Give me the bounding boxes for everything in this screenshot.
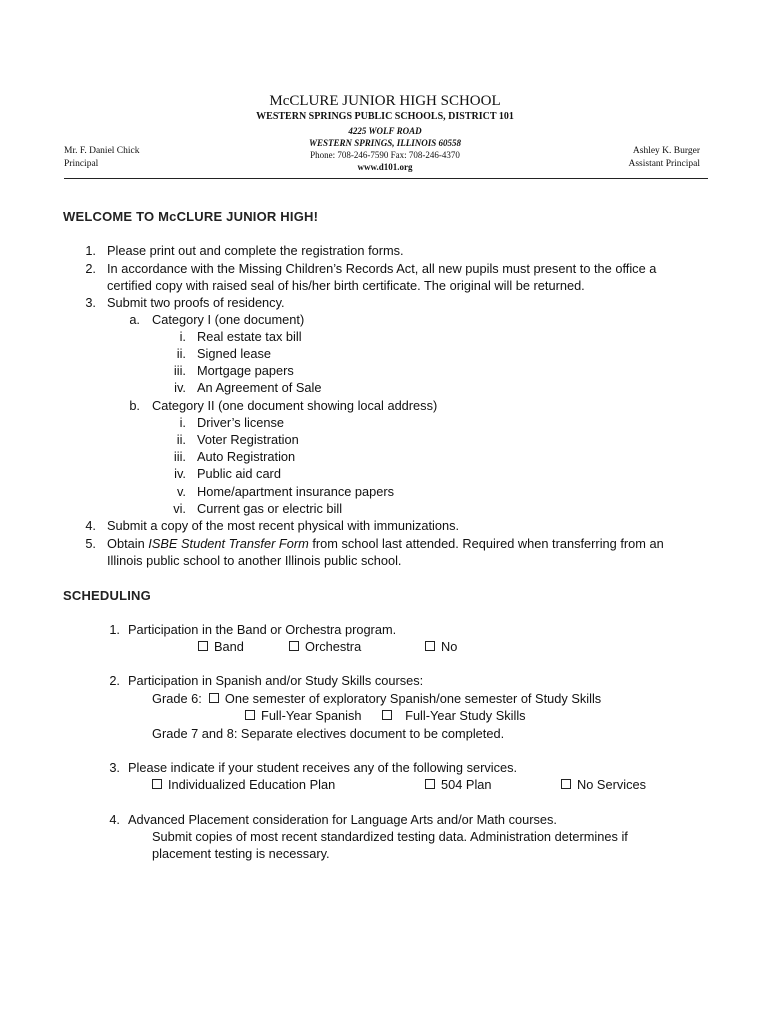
welcome-item-5-post: from school last attended. Required when transferring from an bbox=[308, 536, 664, 551]
category-a-item: Signed lease bbox=[197, 346, 271, 361]
category-a-item: An Agreement of Sale bbox=[197, 380, 322, 395]
iep-checkbox[interactable] bbox=[152, 779, 162, 789]
welcome-item-4-num: 4. bbox=[85, 518, 96, 533]
principal-block bbox=[64, 145, 140, 171]
category-b-item-num: v. bbox=[176, 484, 186, 499]
full-year-spanish-label: Full-Year Spanish bbox=[261, 708, 362, 723]
assistant-principal-block bbox=[628, 145, 700, 171]
band-checkbox[interactable] bbox=[198, 641, 208, 651]
full-year-spanish-option[interactable] bbox=[245, 708, 362, 723]
category-a-item: Real estate tax bill bbox=[197, 329, 302, 344]
full-year-study-checkbox[interactable] bbox=[382, 710, 392, 720]
grade78-note: Grade 7 and 8: Separate electives document to be completed. bbox=[152, 726, 505, 741]
welcome-item-5-num: 5. bbox=[85, 536, 96, 551]
category-b-item: Auto Registration bbox=[197, 449, 296, 464]
exploratory-label: One semester of exploratory Spanish/one semester of Study Skills bbox=[224, 691, 602, 706]
category-b-item: Public aid card bbox=[197, 466, 281, 481]
orchestra-label: Orchestra bbox=[305, 639, 362, 654]
assistant-principal-name: Ashley K. Burger bbox=[632, 146, 700, 156]
iep-option[interactable] bbox=[152, 777, 335, 792]
scheduling-heading: SCHEDULING bbox=[63, 588, 151, 603]
band-option[interactable] bbox=[198, 639, 244, 654]
welcome-item-5 bbox=[107, 536, 664, 551]
category-a-label: Category I (one document) bbox=[152, 312, 305, 327]
full-year-spanish-checkbox[interactable] bbox=[245, 710, 255, 720]
exploratory-checkbox[interactable] bbox=[209, 693, 219, 703]
website: www.d101.org bbox=[357, 162, 413, 172]
full-year-study-label: Full-Year Study Skills bbox=[405, 708, 526, 723]
sched-q2-text: Participation in Spanish and/or Study Skills courses: bbox=[128, 673, 424, 688]
no-music-label: No bbox=[441, 639, 458, 654]
welcome-item-4: Submit a copy of the most recent physical with immunizations. bbox=[107, 518, 460, 533]
principal-name: Mr. F. Daniel Chick bbox=[64, 146, 140, 156]
category-b-item: Voter Registration bbox=[197, 432, 299, 447]
category-a-item-num: i. bbox=[179, 329, 186, 344]
category-a-item: Mortgage papers bbox=[197, 363, 294, 378]
no-services-label: No Services bbox=[577, 777, 646, 792]
no-services-checkbox[interactable] bbox=[561, 779, 571, 789]
sched-q4-num: 4. bbox=[109, 812, 120, 827]
principal-title: Principal bbox=[64, 159, 99, 169]
address-line-2: WESTERN SPRINGS, ILLINOIS 60558 bbox=[308, 138, 462, 148]
orchestra-option[interactable] bbox=[289, 639, 361, 654]
category-a-item-num: iii. bbox=[173, 363, 186, 378]
category-b-item: Home/apartment insurance papers bbox=[197, 484, 395, 499]
category-b-letter: b. bbox=[129, 398, 140, 413]
category-a-item-num: iv. bbox=[174, 380, 186, 395]
plan-504-label: 504 Plan bbox=[441, 777, 492, 792]
welcome-item-2-cont: certified copy with raised seal of his/her birth certificate. The original will be returned. bbox=[107, 278, 585, 293]
iep-label: Individualized Education Plan bbox=[168, 777, 336, 792]
full-year-study-option[interactable] bbox=[382, 708, 526, 723]
category-a-item-num: ii. bbox=[176, 346, 186, 361]
category-b-item-num: ii. bbox=[176, 432, 186, 447]
sched-q1-num: 1. bbox=[109, 622, 120, 637]
address-line-1: 4225 WOLF ROAD bbox=[348, 126, 422, 136]
header-divider bbox=[64, 178, 708, 179]
no-music-option[interactable] bbox=[425, 639, 457, 654]
school-name: McCLURE JUNIOR HIGH SCHOOL bbox=[269, 93, 501, 109]
welcome-item-2-num: 2. bbox=[85, 261, 96, 276]
district-name: WESTERN SPRINGS PUBLIC SCHOOLS, DISTRICT 101 bbox=[256, 111, 514, 122]
category-a-letter: a. bbox=[129, 312, 140, 327]
sched-q4-line2: Submit copies of most recent standardized testing data. Administration determines if bbox=[152, 829, 628, 844]
orchestra-checkbox[interactable] bbox=[289, 641, 299, 651]
category-b-item: Driver’s license bbox=[197, 415, 284, 430]
no-services-option[interactable] bbox=[561, 777, 646, 792]
welcome-item-5-pre: Obtain bbox=[107, 536, 149, 551]
phone-fax: Phone: 708-246-7590 Fax: 708-246-4370 bbox=[310, 150, 460, 160]
plan-504-checkbox[interactable] bbox=[425, 779, 435, 789]
plan-504-option[interactable] bbox=[425, 777, 492, 792]
sched-q3-text: Please indicate if your student receives any of the following services. bbox=[128, 760, 518, 775]
grade6-row bbox=[152, 691, 601, 706]
category-b-item-num: iii. bbox=[173, 449, 186, 464]
welcome-item-3-num: 3. bbox=[85, 295, 96, 310]
sched-q4-line3: placement testing is necessary. bbox=[152, 846, 330, 861]
sched-q3-num: 3. bbox=[109, 760, 120, 775]
band-label: Band bbox=[214, 639, 244, 654]
welcome-item-3: Submit two proofs of residency. bbox=[107, 295, 285, 310]
sched-q1-text: Participation in the Band or Orchestra program. bbox=[128, 622, 397, 637]
category-b-label: Category II (one document showing local address) bbox=[152, 398, 438, 413]
welcome-item-2: In accordance with the Missing Children’s Records Act, all new pupils must present to the office a bbox=[107, 261, 657, 276]
sched-q4-text: Advanced Placement consideration for Language Arts and/or Math courses. bbox=[128, 812, 557, 827]
category-b-item-num: i. bbox=[179, 415, 186, 430]
isbe-form-title: ISBE Student Transfer Form bbox=[148, 536, 309, 551]
sched-q2-num: 2. bbox=[109, 673, 120, 688]
no-music-checkbox[interactable] bbox=[425, 641, 435, 651]
grade6-label: Grade 6: bbox=[152, 691, 202, 706]
assistant-principal-title: Assistant Principal bbox=[628, 159, 700, 169]
welcome-item-5-cont: Illinois public school to another Illinois public school. bbox=[107, 553, 402, 568]
category-b-item: Current gas or electric bill bbox=[197, 501, 343, 516]
category-b-item-num: iv. bbox=[174, 466, 186, 481]
welcome-item-1: Please print out and complete the registration forms. bbox=[107, 243, 404, 258]
welcome-heading: WELCOME TO McCLURE JUNIOR HIGH! bbox=[63, 209, 319, 224]
welcome-item-1-num: 1. bbox=[85, 243, 96, 258]
category-b-item-num: vi. bbox=[173, 501, 186, 516]
